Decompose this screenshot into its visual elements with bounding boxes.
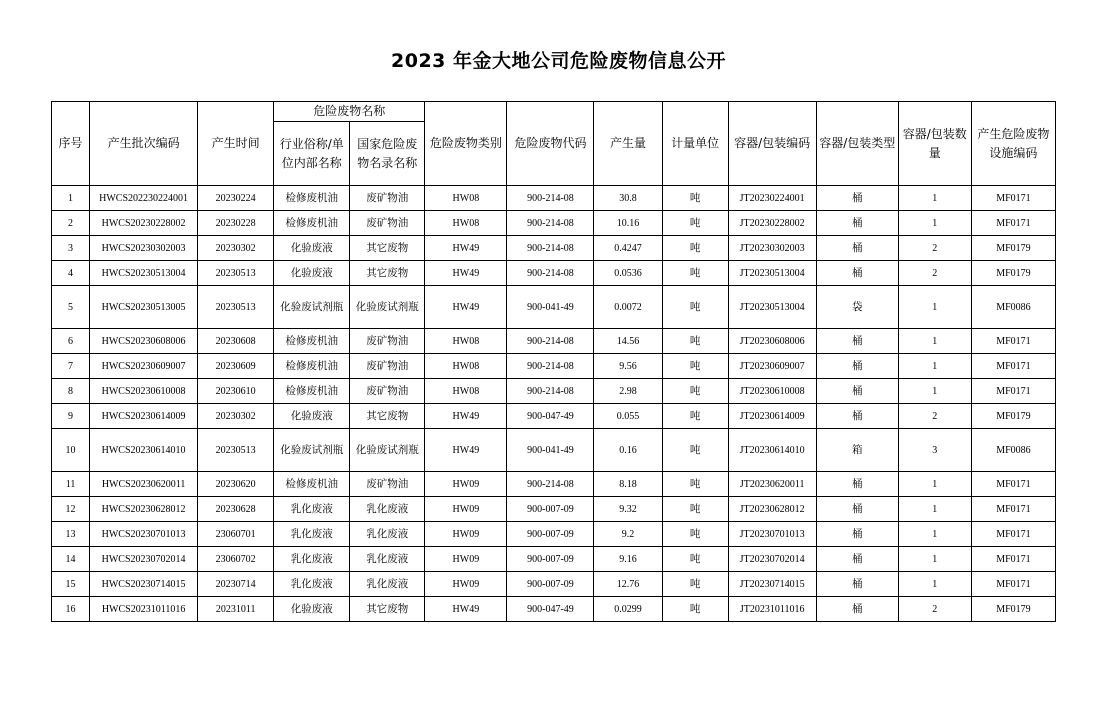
cell-amount: 2.98 (594, 379, 662, 404)
cell-category: HW09 (425, 497, 507, 522)
header-amount: 产生量 (594, 102, 662, 186)
cell-container-type: 桶 (816, 597, 898, 622)
cell-container-qty: 1 (898, 547, 971, 572)
cell-industry-name: 检修废机油 (274, 472, 350, 497)
cell-amount: 9.32 (594, 497, 662, 522)
cell-seq: 10 (52, 429, 90, 472)
cell-unit: 吨 (662, 472, 728, 497)
cell-facility-code: MF0171 (971, 354, 1055, 379)
cell-code: 900-214-08 (507, 261, 594, 286)
cell-code: 900-214-08 (507, 354, 594, 379)
cell-container-qty: 1 (898, 211, 971, 236)
cell-container-type: 桶 (816, 497, 898, 522)
table-row (52, 472, 1056, 497)
cell-industry-name: 乳化废液 (274, 497, 350, 522)
header-time: 产生时间 (198, 102, 274, 186)
cell-code: 900-214-08 (507, 186, 594, 211)
cell-amount: 9.16 (594, 547, 662, 572)
table-body (52, 186, 1056, 622)
cell-industry-name: 检修废机油 (274, 379, 350, 404)
cell-container-type: 桶 (816, 547, 898, 572)
cell-facility-code: MF0086 (971, 286, 1055, 329)
table-row (52, 354, 1056, 379)
cell-container-code: JT20230628012 (728, 497, 816, 522)
cell-code: 900-214-08 (507, 472, 594, 497)
cell-container-qty: 1 (898, 329, 971, 354)
header-industry-name: 行业俗称/单位内部名称 (274, 122, 350, 186)
cell-code: 900-047-49 (507, 597, 594, 622)
cell-batch-code: HWCS20231011016 (90, 597, 198, 622)
cell-national-name: 乳化废液 (350, 522, 425, 547)
cell-container-qty: 1 (898, 522, 971, 547)
cell-container-type: 桶 (816, 236, 898, 261)
cell-unit: 吨 (662, 329, 728, 354)
table-row (52, 236, 1056, 261)
cell-seq: 16 (52, 597, 90, 622)
cell-container-code: JT20230513004 (728, 261, 816, 286)
cell-unit: 吨 (662, 211, 728, 236)
table-row (52, 597, 1056, 622)
cell-code: 900-214-08 (507, 329, 594, 354)
cell-code: 900-041-49 (507, 429, 594, 472)
table-row (52, 379, 1056, 404)
cell-unit: 吨 (662, 522, 728, 547)
header-code: 危险废物代码 (507, 102, 594, 186)
cell-facility-code: MF0171 (971, 211, 1055, 236)
cell-time: 20230228 (198, 211, 274, 236)
cell-facility-code: MF0171 (971, 522, 1055, 547)
cell-time: 20230609 (198, 354, 274, 379)
table-row (52, 547, 1056, 572)
cell-batch-code: HWCS202230224001 (90, 186, 198, 211)
table-row (52, 186, 1056, 211)
cell-time: 20230628 (198, 497, 274, 522)
header-batch-code: 产生批次编码 (90, 102, 198, 186)
cell-container-type: 桶 (816, 572, 898, 597)
hazardous-waste-table (51, 101, 1056, 622)
cell-facility-code: MF0179 (971, 261, 1055, 286)
cell-amount: 14.56 (594, 329, 662, 354)
cell-time: 20230714 (198, 572, 274, 597)
cell-container-type: 桶 (816, 522, 898, 547)
cell-category: HW09 (425, 472, 507, 497)
cell-national-name: 废矿物油 (350, 186, 425, 211)
cell-amount: 0.0536 (594, 261, 662, 286)
cell-time: 20230610 (198, 379, 274, 404)
cell-national-name: 化验废试剂瓶 (350, 429, 425, 472)
cell-container-code: JT20230224001 (728, 186, 816, 211)
cell-container-code: JT20230513004 (728, 286, 816, 329)
table-row (52, 572, 1056, 597)
cell-container-code: JT20230302003 (728, 236, 816, 261)
cell-container-qty: 2 (898, 404, 971, 429)
cell-category: HW08 (425, 354, 507, 379)
cell-facility-code: MF0171 (971, 547, 1055, 572)
cell-amount: 0.0299 (594, 597, 662, 622)
cell-unit: 吨 (662, 236, 728, 261)
cell-national-name: 废矿物油 (350, 211, 425, 236)
cell-seq: 12 (52, 497, 90, 522)
cell-seq: 9 (52, 404, 90, 429)
cell-batch-code: HWCS20230228002 (90, 211, 198, 236)
header-container-type: 容器/包装类型 (816, 102, 898, 186)
cell-national-name: 其它废物 (350, 597, 425, 622)
cell-facility-code: MF0086 (971, 429, 1055, 472)
cell-industry-name: 检修废机油 (274, 329, 350, 354)
cell-container-type: 桶 (816, 404, 898, 429)
table-row (52, 429, 1056, 472)
cell-seq: 4 (52, 261, 90, 286)
cell-seq: 8 (52, 379, 90, 404)
cell-time: 20230302 (198, 236, 274, 261)
cell-industry-name: 化验废液 (274, 597, 350, 622)
cell-batch-code: HWCS20230614010 (90, 429, 198, 472)
cell-facility-code: MF0179 (971, 236, 1055, 261)
cell-batch-code: HWCS20230628012 (90, 497, 198, 522)
cell-national-name: 其它废物 (350, 404, 425, 429)
cell-batch-code: HWCS20230701013 (90, 522, 198, 547)
cell-seq: 11 (52, 472, 90, 497)
cell-unit: 吨 (662, 597, 728, 622)
table-row (52, 286, 1056, 329)
cell-time: 23060702 (198, 547, 274, 572)
cell-code: 900-007-09 (507, 497, 594, 522)
header-container-code: 容器/包装编码 (728, 102, 816, 186)
cell-container-type: 桶 (816, 261, 898, 286)
cell-unit: 吨 (662, 429, 728, 472)
cell-container-qty: 1 (898, 286, 971, 329)
cell-unit: 吨 (662, 572, 728, 597)
cell-category: HW49 (425, 236, 507, 261)
cell-amount: 9.56 (594, 354, 662, 379)
cell-national-name: 废矿物油 (350, 379, 425, 404)
cell-batch-code: HWCS20230513004 (90, 261, 198, 286)
cell-category: HW08 (425, 211, 507, 236)
cell-time: 20230224 (198, 186, 274, 211)
cell-container-qty: 1 (898, 379, 971, 404)
cell-seq: 3 (52, 236, 90, 261)
cell-container-code: JT20230702014 (728, 547, 816, 572)
cell-seq: 1 (52, 186, 90, 211)
cell-amount: 8.18 (594, 472, 662, 497)
table-row (52, 404, 1056, 429)
cell-industry-name: 化验废液 (274, 404, 350, 429)
cell-batch-code: HWCS20230610008 (90, 379, 198, 404)
cell-facility-code: MF0179 (971, 597, 1055, 622)
cell-category: HW09 (425, 547, 507, 572)
cell-batch-code: HWCS20230608006 (90, 329, 198, 354)
cell-time: 20230302 (198, 404, 274, 429)
cell-industry-name: 乳化废液 (274, 547, 350, 572)
cell-national-name: 化验废试剂瓶 (350, 286, 425, 329)
cell-container-qty: 1 (898, 497, 971, 522)
cell-industry-name: 乳化废液 (274, 522, 350, 547)
cell-amount: 9.2 (594, 522, 662, 547)
cell-container-type: 桶 (816, 379, 898, 404)
cell-amount: 10.16 (594, 211, 662, 236)
cell-container-qty: 1 (898, 572, 971, 597)
cell-facility-code: MF0171 (971, 329, 1055, 354)
cell-time: 20230608 (198, 329, 274, 354)
cell-industry-name: 检修废机油 (274, 211, 350, 236)
table-row (52, 329, 1056, 354)
cell-national-name: 废矿物油 (350, 329, 425, 354)
cell-national-name: 废矿物油 (350, 354, 425, 379)
cell-facility-code: MF0171 (971, 379, 1055, 404)
cell-batch-code: HWCS20230513005 (90, 286, 198, 329)
cell-container-code: JT20230714015 (728, 572, 816, 597)
cell-batch-code: HWCS20230609007 (90, 354, 198, 379)
table-row (52, 211, 1056, 236)
cell-container-qty: 1 (898, 186, 971, 211)
cell-facility-code: MF0171 (971, 472, 1055, 497)
cell-container-code: JT20230228002 (728, 211, 816, 236)
header-category: 危险废物类别 (425, 102, 507, 186)
cell-time: 20230513 (198, 429, 274, 472)
cell-industry-name: 乳化废液 (274, 572, 350, 597)
cell-unit: 吨 (662, 261, 728, 286)
cell-code: 900-041-49 (507, 286, 594, 329)
cell-amount: 0.4247 (594, 236, 662, 261)
cell-code: 900-214-08 (507, 236, 594, 261)
header-waste-name-group: 危险废物名称 (274, 102, 425, 122)
cell-unit: 吨 (662, 497, 728, 522)
cell-category: HW08 (425, 186, 507, 211)
cell-container-code: JT20230614010 (728, 429, 816, 472)
cell-category: HW09 (425, 522, 507, 547)
cell-container-code: JT20230610008 (728, 379, 816, 404)
cell-national-name: 乳化废液 (350, 497, 425, 522)
cell-container-qty: 2 (898, 261, 971, 286)
header-unit: 计量单位 (662, 102, 728, 186)
cell-industry-name: 化验废液 (274, 261, 350, 286)
cell-container-qty: 3 (898, 429, 971, 472)
header-row-top (52, 102, 1056, 122)
table-row (52, 522, 1056, 547)
cell-batch-code: HWCS20230714015 (90, 572, 198, 597)
cell-unit: 吨 (662, 354, 728, 379)
cell-amount: 0.0072 (594, 286, 662, 329)
cell-unit: 吨 (662, 186, 728, 211)
cell-container-type: 箱 (816, 429, 898, 472)
cell-container-qty: 2 (898, 597, 971, 622)
cell-seq: 5 (52, 286, 90, 329)
cell-container-qty: 2 (898, 236, 971, 261)
cell-seq: 15 (52, 572, 90, 597)
cell-unit: 吨 (662, 286, 728, 329)
table-row (52, 497, 1056, 522)
cell-facility-code: MF0171 (971, 186, 1055, 211)
cell-container-type: 桶 (816, 211, 898, 236)
cell-time: 20230513 (198, 286, 274, 329)
cell-container-code: JT20230614009 (728, 404, 816, 429)
header-seq: 序号 (52, 102, 90, 186)
cell-batch-code: HWCS20230620011 (90, 472, 198, 497)
table-row (52, 261, 1056, 286)
cell-code: 900-007-09 (507, 572, 594, 597)
cell-container-type: 桶 (816, 472, 898, 497)
cell-seq: 14 (52, 547, 90, 572)
cell-unit: 吨 (662, 404, 728, 429)
cell-industry-name: 检修废机油 (274, 186, 350, 211)
cell-container-type: 桶 (816, 354, 898, 379)
cell-facility-code: MF0171 (971, 497, 1055, 522)
cell-category: HW49 (425, 261, 507, 286)
cell-container-code: JT20230609007 (728, 354, 816, 379)
cell-unit: 吨 (662, 547, 728, 572)
cell-industry-name: 化验废试剂瓶 (274, 429, 350, 472)
cell-category: HW49 (425, 597, 507, 622)
cell-code: 900-007-09 (507, 547, 594, 572)
cell-time: 20231011 (198, 597, 274, 622)
header-national-name: 国家危险废物名录名称 (350, 122, 425, 186)
cell-unit: 吨 (662, 379, 728, 404)
cell-amount: 0.055 (594, 404, 662, 429)
cell-facility-code: MF0171 (971, 572, 1055, 597)
cell-time: 20230513 (198, 261, 274, 286)
cell-seq: 7 (52, 354, 90, 379)
cell-industry-name: 化验废液 (274, 236, 350, 261)
cell-national-name: 废矿物油 (350, 472, 425, 497)
cell-container-code: JT20230701013 (728, 522, 816, 547)
cell-amount: 0.16 (594, 429, 662, 472)
cell-container-code: JT20230620011 (728, 472, 816, 497)
cell-batch-code: HWCS20230702014 (90, 547, 198, 572)
cell-container-qty: 1 (898, 472, 971, 497)
cell-batch-code: HWCS20230302003 (90, 236, 198, 261)
cell-category: HW49 (425, 286, 507, 329)
cell-seq: 2 (52, 211, 90, 236)
header-container-qty: 容器/包装数量 (898, 102, 971, 186)
cell-container-code: JT20231011016 (728, 597, 816, 622)
cell-national-name: 其它废物 (350, 236, 425, 261)
cell-category: HW49 (425, 404, 507, 429)
cell-category: HW08 (425, 379, 507, 404)
cell-seq: 6 (52, 329, 90, 354)
cell-container-qty: 1 (898, 354, 971, 379)
cell-code: 900-214-08 (507, 379, 594, 404)
cell-industry-name: 化验废试剂瓶 (274, 286, 350, 329)
cell-code: 900-214-08 (507, 211, 594, 236)
cell-national-name: 乳化废液 (350, 572, 425, 597)
cell-code: 900-007-09 (507, 522, 594, 547)
cell-industry-name: 检修废机油 (274, 354, 350, 379)
cell-container-code: JT20230608006 (728, 329, 816, 354)
cell-national-name: 其它废物 (350, 261, 425, 286)
cell-code: 900-047-49 (507, 404, 594, 429)
cell-amount: 12.76 (594, 572, 662, 597)
cell-container-type: 袋 (816, 286, 898, 329)
cell-seq: 13 (52, 522, 90, 547)
page-title: 2023 年金大地公司危险废物信息公开 (391, 50, 726, 72)
cell-category: HW49 (425, 429, 507, 472)
cell-time: 23060701 (198, 522, 274, 547)
cell-container-type: 桶 (816, 186, 898, 211)
header-facility-code: 产生危险废物设施编码 (971, 102, 1055, 186)
cell-time: 20230620 (198, 472, 274, 497)
cell-batch-code: HWCS20230614009 (90, 404, 198, 429)
cell-category: HW08 (425, 329, 507, 354)
cell-category: HW09 (425, 572, 507, 597)
cell-national-name: 乳化废液 (350, 547, 425, 572)
cell-facility-code: MF0179 (971, 404, 1055, 429)
cell-amount: 30.8 (594, 186, 662, 211)
cell-container-type: 桶 (816, 329, 898, 354)
